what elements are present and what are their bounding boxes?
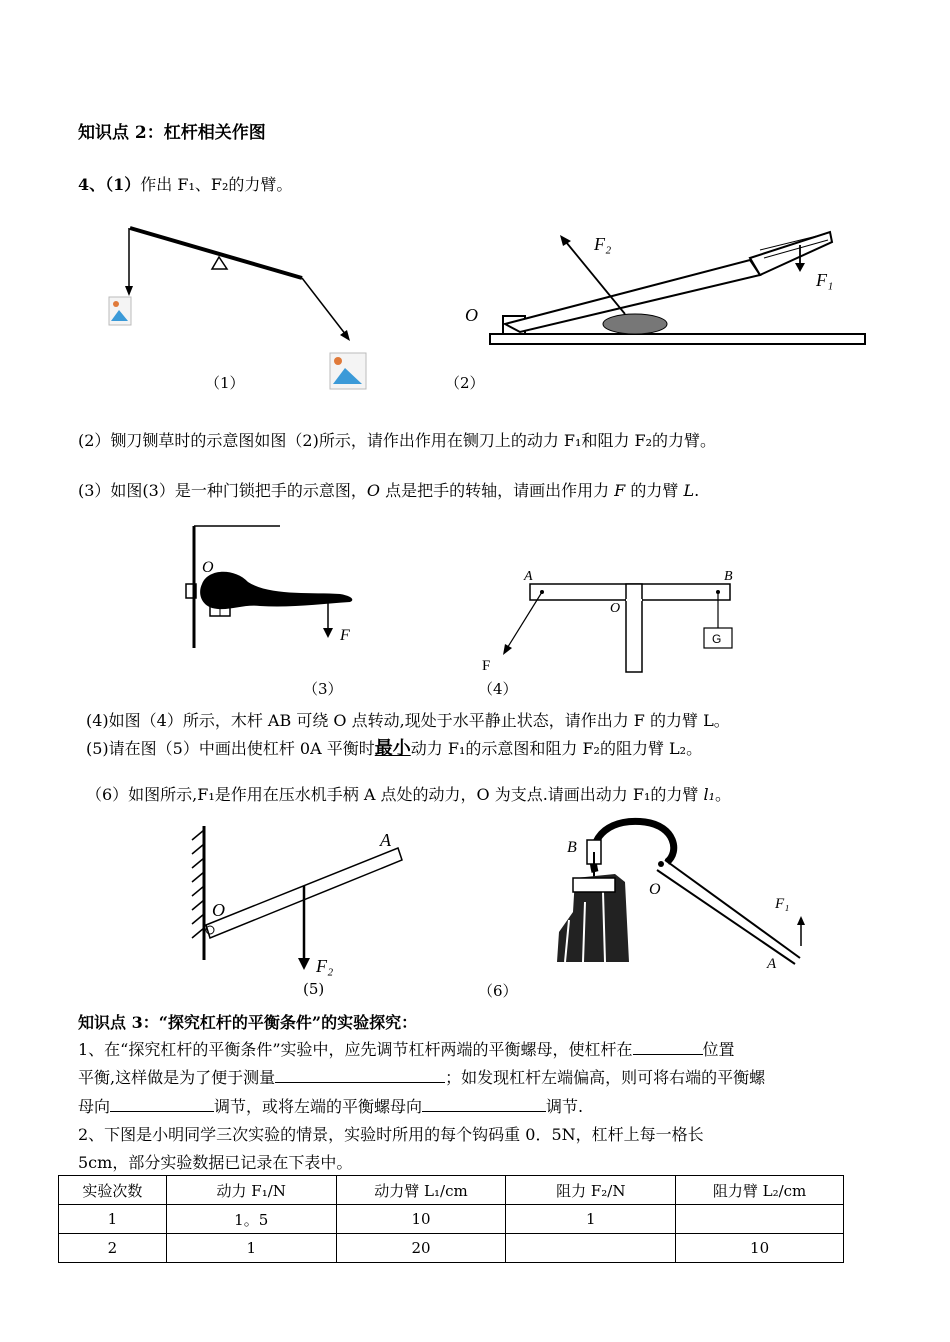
answer-blank-left-nut[interactable]	[422, 1097, 546, 1112]
answer-blank-position[interactable]	[633, 1040, 703, 1055]
table-cell[interactable]	[676, 1205, 844, 1234]
fig6-label-A: A	[767, 956, 777, 972]
table-cell: 10	[676, 1234, 844, 1263]
p1-text-e: 母向	[78, 1097, 111, 1116]
table-cell: 10	[336, 1205, 506, 1234]
question-3-L: L	[683, 481, 695, 500]
fig2-label-F2: F₂	[594, 234, 612, 254]
broken-image-icon	[109, 297, 131, 325]
section3-paragraph-2-line-1: 2、下图是小明同学三次实验的情景，实验时所用的每个钩码重 0．5N，杠杆上每一格长	[78, 1125, 704, 1144]
fig3-label-F: F	[340, 627, 350, 644]
question-3-mid2: 的力臂	[625, 481, 684, 500]
fig6-label-B: B	[567, 839, 577, 856]
table-header-cell: 实验次数	[59, 1176, 167, 1205]
question-3-F: F	[614, 481, 626, 500]
table-header-cell: 动力 F₁/N	[166, 1176, 336, 1205]
table-cell[interactable]	[506, 1234, 676, 1263]
question-6-end: 。	[715, 785, 732, 804]
p1-text-a: 1、在“探究杠杆的平衡条件”实验中，应先调节杠杆两端的平衡螺母，使杠杆在	[78, 1040, 633, 1059]
table-cell: 1	[166, 1234, 336, 1263]
question-5-prefix: (5)请在图（5）中画出使杠杆 0A 平衡时	[86, 739, 375, 758]
figure-5-wall-lever	[180, 820, 420, 980]
fig5-label-O: O	[212, 900, 225, 920]
table-cell: 1	[506, 1205, 676, 1234]
question-3-line	[78, 478, 699, 501]
fig2-label-O: O	[465, 305, 478, 325]
figure-1-caption: （1）	[205, 374, 245, 392]
table-cell: 1	[59, 1205, 167, 1234]
fig2-label-F1: F₁	[816, 270, 834, 290]
fig5-label-A: A	[380, 830, 391, 850]
section-heading-2: 知识点 2：杠杆相关作图	[78, 123, 266, 143]
fig4-label-O: O	[610, 601, 621, 616]
question-4-prefix: 4、（1）	[78, 175, 141, 194]
question-5-line	[86, 734, 702, 760]
figure-4-lever-ab	[482, 566, 760, 696]
table-header-row	[59, 1176, 844, 1205]
figure-4-caption: （4）	[478, 680, 518, 698]
fig4-label-A: A	[524, 569, 533, 584]
fig5-label-F2: F₂	[316, 956, 334, 976]
section3-paragraph-2-line-2: 5cm，部分实验数据已记录在下表中。	[78, 1153, 353, 1172]
p1-text-g: 调节.	[546, 1097, 584, 1116]
question-6-line	[86, 782, 731, 805]
question-4-text: 作出 F₁、F₂的力臂。	[140, 175, 293, 194]
table-cell: 1。5	[166, 1205, 336, 1234]
figure-2-caption: （2）	[445, 374, 485, 392]
question-4-line	[78, 172, 292, 195]
question-3-mid: 点是把手的转轴，请画出作用力	[379, 481, 615, 500]
question-2-text: (2）铡刀铡草时的示意图如图（2)所示，请作出作用在铡刀上的动力 F₁和阻力 F₂的力臂。	[78, 431, 717, 450]
fig6-label-O: O	[649, 881, 661, 898]
p1-text-d: ；如发现杠杆左端偏高，则可将右端的平衡螺	[445, 1068, 766, 1087]
question-5-emphasis: 最小	[374, 738, 411, 759]
question-6-prefix: （6）如图所示,F₁是作用在压水机手柄 A 点处的动力，O 为支点.请画出动力 F₁的力臂	[86, 785, 704, 804]
question-6-l1: l₁	[703, 785, 716, 804]
section-heading-3: 知识点 3：“探究杠杆的平衡条件”的实验探究：	[78, 1013, 418, 1032]
question-5-suffix: 动力 F₁的示意图和阻力 F₂的阻力臂 L₂。	[410, 739, 703, 758]
question-3-prefix: (3）如图(3）是一种门锁把手的示意图，	[78, 481, 367, 500]
question-4-text: (4)如图（4）所示，木杆 AB 可绕 O 点转动,现处于水平静止状态，请作出力 F 的力臂 L。	[86, 711, 730, 730]
figure-2-chaff-cutter	[460, 220, 880, 355]
fig6-label-F1: F₁	[775, 896, 790, 912]
section3-paragraph-1-line-3	[78, 1094, 583, 1117]
table-header-cell: 动力臂 L₁/cm	[336, 1176, 506, 1205]
figure-5-caption: (5)	[303, 980, 325, 998]
p1-text-b: 位置	[702, 1040, 735, 1059]
table-header-cell: 阻力 F₂/N	[506, 1176, 676, 1205]
fig3-label-O: O	[202, 559, 214, 576]
question-3-O: O	[366, 481, 380, 500]
table-row	[59, 1205, 844, 1234]
figure-6-caption: （6）	[478, 982, 518, 1000]
p1-text-c: 平衡,这样做是为了便于测量	[78, 1068, 276, 1087]
section3-paragraph-1-line-1	[78, 1037, 735, 1060]
table-row	[59, 1234, 844, 1263]
fig4-label-B: B	[724, 569, 733, 584]
figure-3-door-handle	[180, 516, 380, 656]
table-header-cell: 阻力臂 L₂/cm	[676, 1176, 844, 1205]
figure-3-caption: （3）	[303, 680, 343, 698]
section3-paragraph-1-line-2	[78, 1065, 765, 1088]
fig4-label-F: F	[482, 658, 491, 674]
broken-image-icon	[330, 353, 366, 389]
table-cell: 20	[336, 1234, 506, 1263]
experiment-data-table	[58, 1175, 844, 1263]
p1-text-f: 调节，或将左端的平衡螺母向	[214, 1097, 423, 1116]
answer-blank-right-nut[interactable]	[110, 1097, 214, 1112]
figure-1-lever	[100, 220, 380, 395]
answer-blank-measure[interactable]	[275, 1068, 445, 1083]
question-3-end: .	[694, 481, 700, 500]
fig4-label-G: G	[712, 632, 722, 646]
table-cell: 2	[59, 1234, 167, 1263]
figure-6-water-pump	[545, 812, 825, 972]
